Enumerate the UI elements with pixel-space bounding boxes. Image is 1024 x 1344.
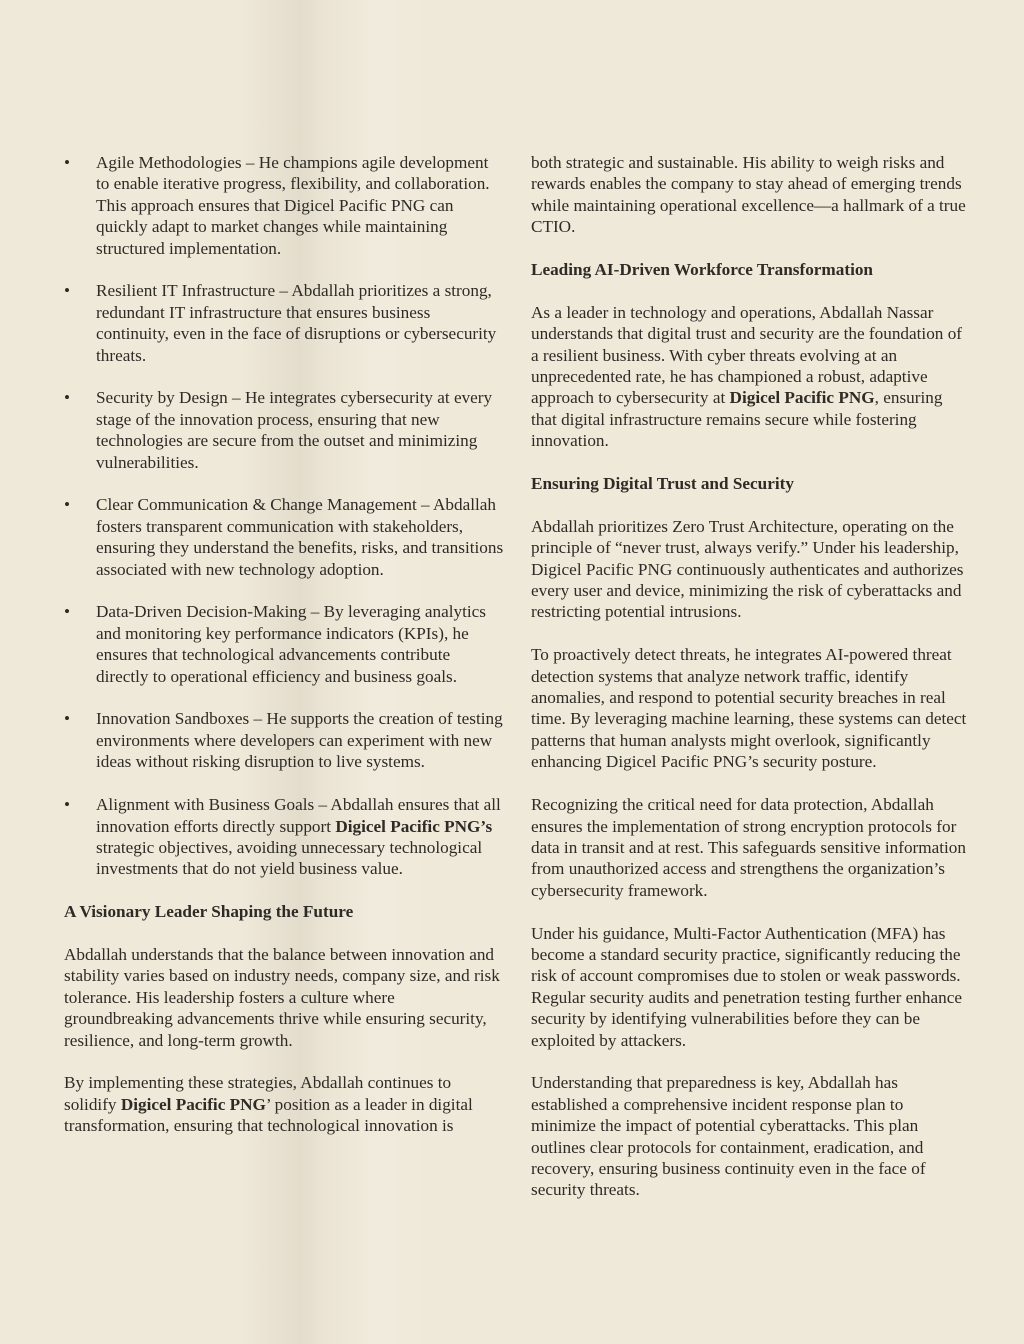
right-column — [531, 152, 971, 1222]
text-run: As a leader in technology and operations, Abdallah Nassar understands that digital trust and security are the foundation of a resilient business. With cyber threats evolving at an unprecedented rate, he has championed a robust, adaptive approach to cybersecurity at — [531, 302, 963, 408]
paragraph-continuation: both strategic and sustainable. His ability to weigh risks and rewards enables the company to stay ahead of emerging trends while maintaining operational excellence—a hallmark of a true CTIO. — [531, 153, 966, 237]
section-heading-visionary: A Visionary Leader Shaping the Future — [64, 902, 354, 922]
company-name: Digicel Pacific PNG’s — [335, 816, 493, 836]
bullet-text: Security by Design – He integrates cybersecurity at every stage of the innovation process, ensuring that new technologies are secure from the outset and minimizing vulnerabilities. — [96, 388, 493, 472]
bullet-text: Clear Communication & Change Management – Abdallah fosters transparent communication with stakeholders, ensuring they understand the benefits, risks, and transitions associated with new technology adoption. — [96, 495, 504, 579]
paragraph-incident-response: Understanding that preparedness is key, Abdallah has established a comprehensive incident response plan to minimize the impact of potential cyberattacks. This plan outlines clear protocols for containment, eradication, and recovery, ensuring business continuity even in the face of security threats. — [531, 1073, 926, 1200]
paragraph-mfa: Under his guidance, Multi-Factor Authentication (MFA) has become a standard security practice, significantly reducing the risk of account compromises due to stolen or weak passwords. Regular security audits and penetration testing further enhance security by identifying vulnerabilities before they can be exploited by attackers. — [531, 923, 962, 1050]
bullet-icon: • — [64, 795, 71, 815]
paragraph-encryption: Recognizing the critical need for data protection, Abdallah ensures the implementation of strong encryption protocols for data in transit and at rest. This safeguards sensitive information from unauthorized access and strengthens the organization’s cybersecurity framework. — [531, 795, 966, 900]
paragraph-implementing — [64, 1072, 504, 1136]
bullet-icon: • — [64, 153, 71, 172]
left-column — [64, 152, 504, 1158]
bullet-item-communication — [64, 494, 504, 580]
bullet-icon: • — [64, 281, 71, 301]
section-heading-digital-trust: Ensuring Digital Trust and Security — [531, 474, 794, 494]
paragraph-leader — [531, 302, 971, 452]
bullet-text: Innovation Sandboxes – He supports the creation of testing environments where developers can experiment with new ideas without risking disruption to live systems. — [96, 709, 503, 772]
paragraph-threat-detection: To proactively detect threats, he integrates AI-powered threat detection systems that analyze network traffic, identify anomalies, and respond to potential security breaches in real time. By leveraging machine learning, these systems can detect patterns that human analysts might overlook, significantly enhancing Digicel Pacific PNG’s security posture. — [531, 645, 967, 772]
text-run: strategic objectives, avoiding unnecessary technological investments that do not yield business value. — [96, 837, 483, 879]
paragraph-balance: Abdallah understands that the balance between innovation and stability varies based on industry needs, company size, and risk tolerance. His leadership fosters a culture where groundbreaking advancements thrive while ensuring security, resilience, and long-term growth. — [64, 944, 500, 1050]
bullet-item-sandboxes — [64, 708, 504, 772]
bullet-text: Agile Methodologies – He champions agile development to enable iterative progress, flexibility, and collaboration. This approach ensures that Digicel Pacific PNG can quickly adapt to market changes while maintaining structured implementation. — [96, 153, 490, 258]
paragraph-zero-trust: Abdallah prioritizes Zero Trust Architecture, operating on the principle of “never trust, always verify.” Under his leadership, Digicel Pacific PNG continuously authenticates and authorizes every user and device, minimizing the risk of cyberattacks and restricting potential intrusions. — [531, 516, 964, 622]
bullet-item-data-driven — [64, 601, 504, 687]
company-name: Digicel Pacific PNG — [120, 1094, 266, 1114]
text-run: Alignment with Business Goals – Abdallah ensures that all innovation efforts directly support — [96, 795, 501, 836]
bullet-item-infrastructure — [64, 280, 504, 366]
bullet-text: Data-Driven Decision-Making – By leveraging analytics and monitoring key performance indicators (KPIs), he ensures that technological advancements contribute directly to operational efficiency and business goals. — [96, 602, 486, 686]
bullet-item-alignment — [64, 794, 504, 880]
bullet-text: Resilient IT Infrastructure – Abdallah prioritizes a strong, redundant IT infrastructure that ensures business continuity, even in the face of disruptions or cybersecurity threats. — [96, 281, 497, 365]
bullet-item-agile — [64, 152, 504, 259]
bullet-icon: • — [64, 602, 71, 622]
bullet-icon: • — [64, 388, 71, 408]
text-run: , ensuring that digital infrastructure remains secure while fostering innovation. — [531, 388, 943, 451]
section-heading-ai-workforce: Leading AI-Driven Workforce Transformation — [531, 260, 873, 280]
bullet-icon: • — [64, 495, 71, 515]
bullet-text — [96, 795, 501, 878]
text-run: By implementing these strategies, Abdallah continues to solidify — [64, 1073, 452, 1114]
bullet-item-security — [64, 387, 504, 473]
bullet-icon: • — [64, 709, 71, 729]
company-name: Digicel Pacific PNG — [729, 388, 875, 408]
text-run: ’ position as a leader in digital transformation, ensuring that technological innovation is — [64, 1094, 473, 1136]
